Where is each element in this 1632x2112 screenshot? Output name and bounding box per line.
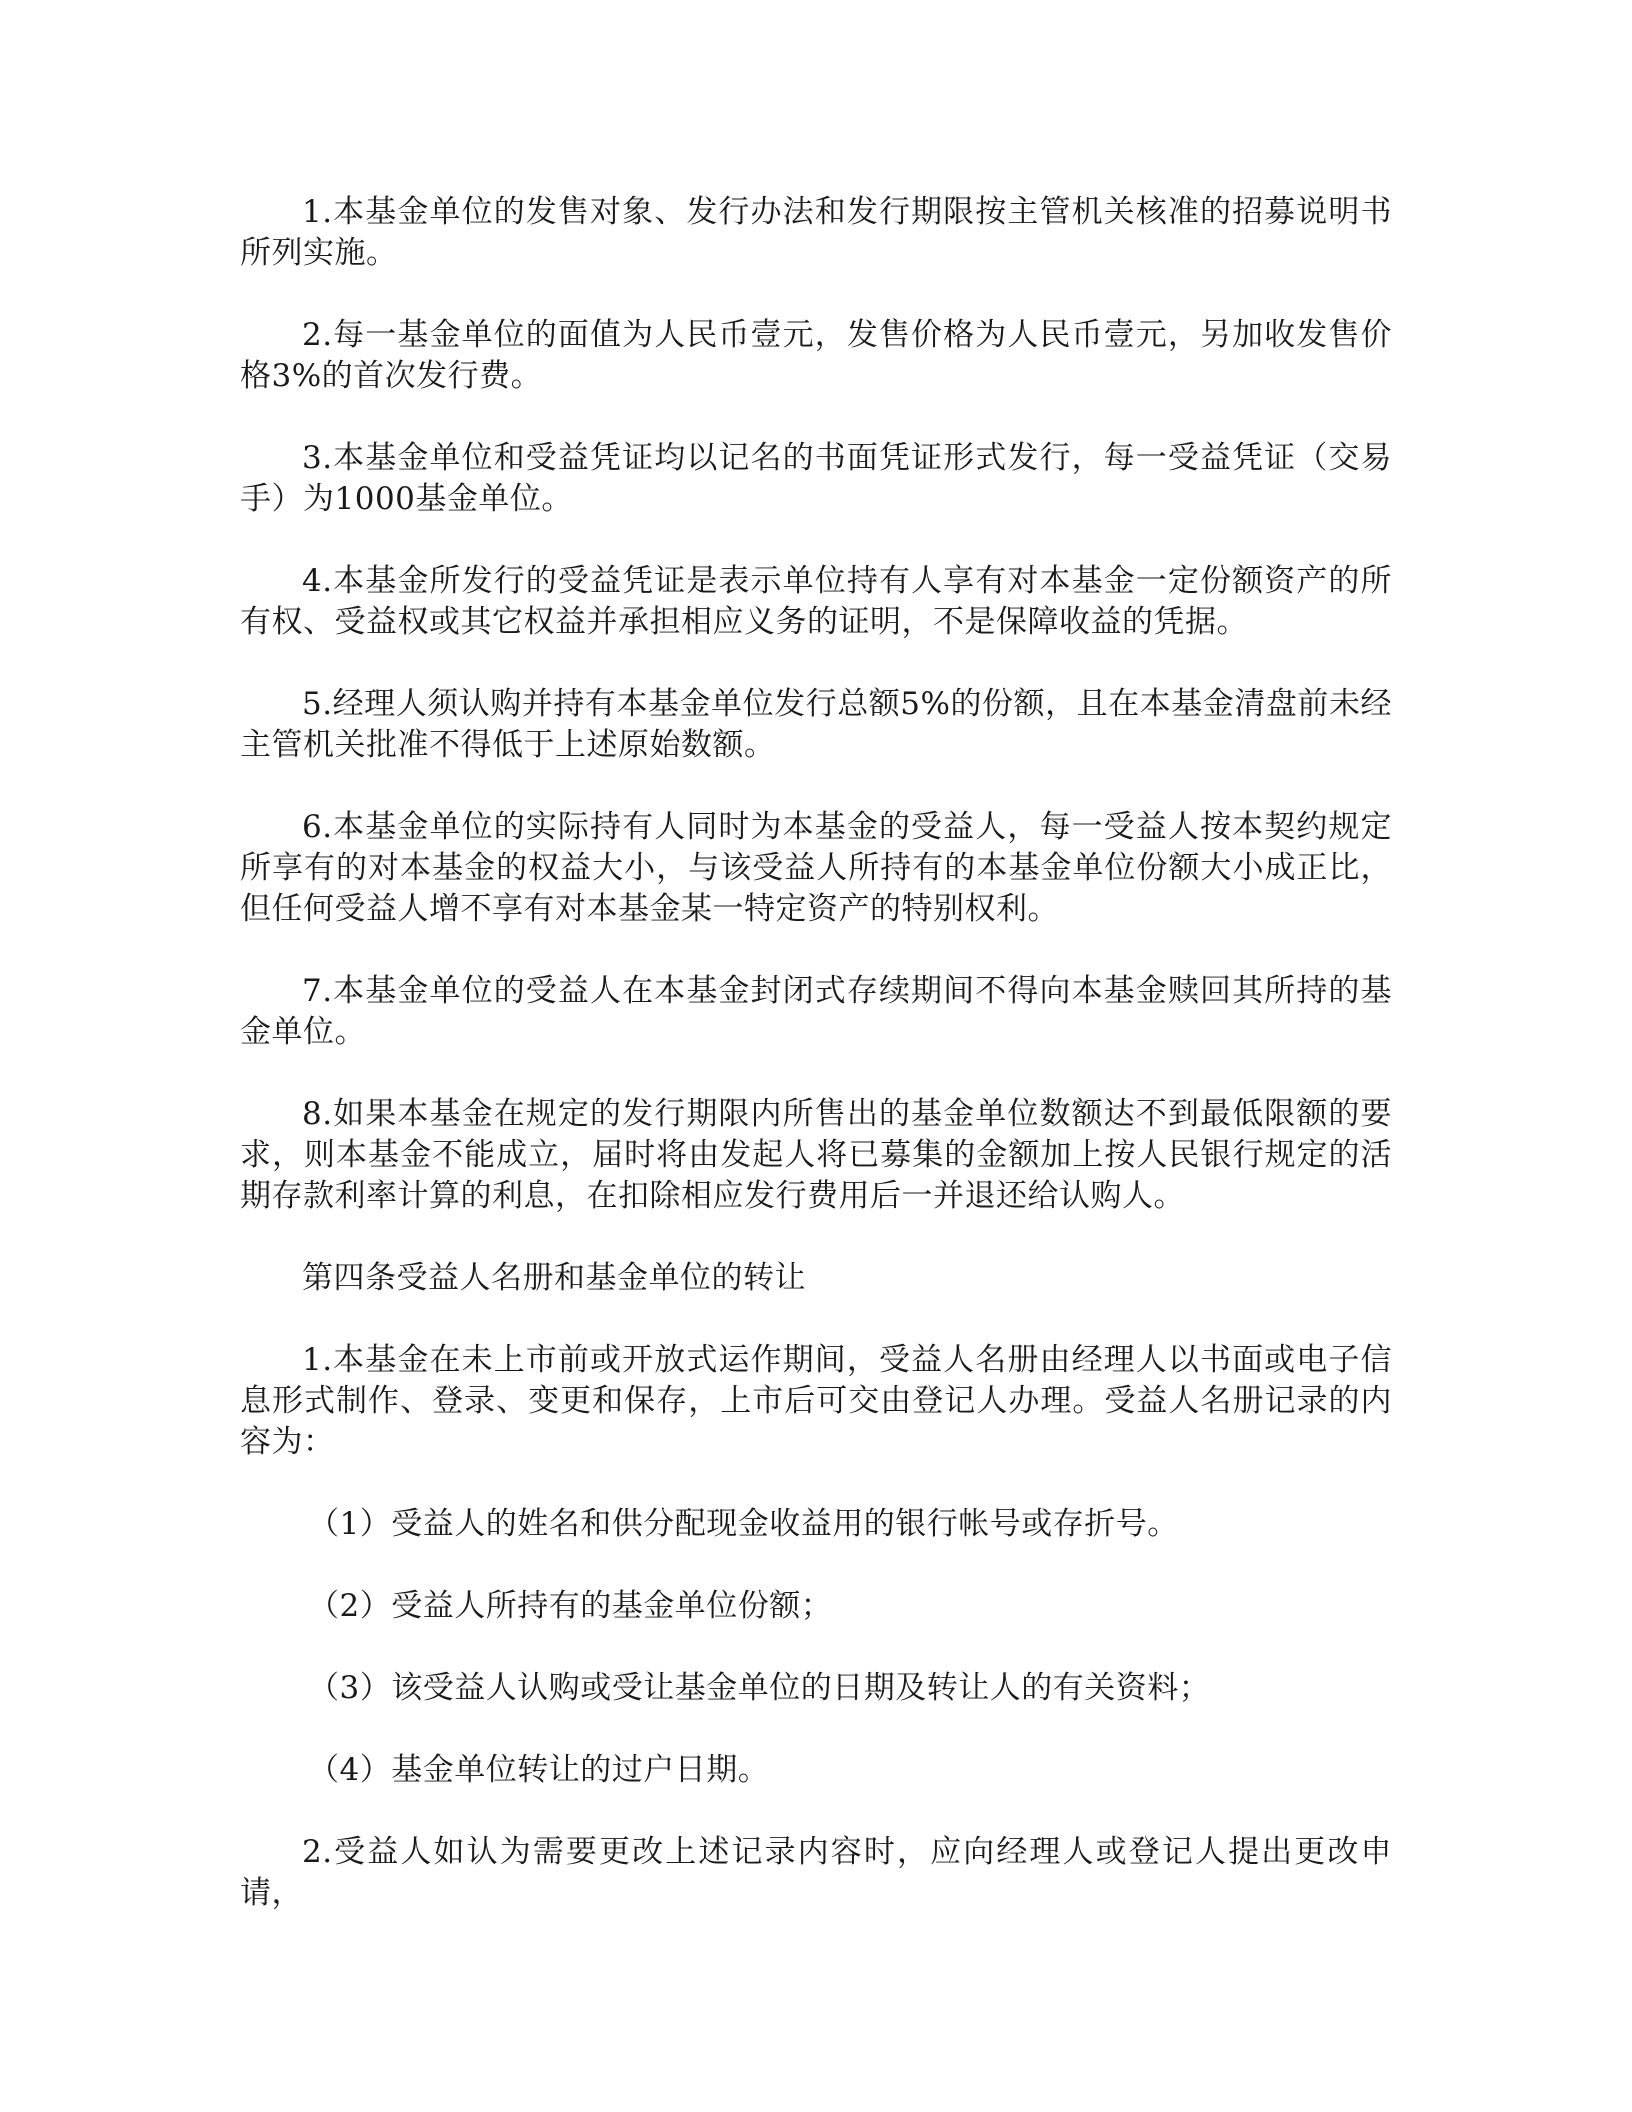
paragraph-5: 5.经理人须认购并持有本基金单位发行总额5%的份额，且在本基金清盘前未经主管机关批准不得低于上述原始数额。 xyxy=(240,686,1392,763)
list-item-4: （4）基金单位转让的过户日期。 xyxy=(308,1752,770,1788)
paragraph-3: 3.本基金单位和受益凭证均以记名的书面凭证形式发行，每一受益凭证（交易手）为1000基金单位。 xyxy=(240,440,1392,517)
paragraph-8: 8.如果本基金在规定的发行期限内所售出的基金单位数额达不到最低限额的要求，则本基金不能成立，届时将由发起人将已募集的金额加上按人民银行规定的活期存款利率计算的利息，在扣除相应发行费用后一并退还给认购人。 xyxy=(240,1096,1392,1214)
paragraph-1: 1.本基金单位的发售对象、发行办法和发行期限按主管机关核准的招募说明书所列实施。 xyxy=(240,194,1392,271)
list-item-3: （3）该受益人认购或受让基金单位的日期及转让人的有关资料； xyxy=(308,1670,1211,1706)
list-item-2: （2）受益人所持有的基金单位份额； xyxy=(308,1588,833,1624)
paragraph-6: 6.本基金单位的实际持有人同时为本基金的受益人，每一受益人按本契约规定所享有的对本基金的权益大小，与该受益人所持有的本基金单位份额大小成正比，但任何受益人增不享有对本基金某一特定资产的特别权利。 xyxy=(240,809,1392,927)
paragraph-2: 2.每一基金单位的面值为人民币壹元，发售价格为人民币壹元，另加收发售价格3%的首次发行费。 xyxy=(240,317,1392,394)
paragraph-7: 7.本基金单位的受益人在本基金封闭式存续期间不得向本基金赎回其所持的基金单位。 xyxy=(240,973,1392,1050)
document-body xyxy=(240,192,1392,1955)
paragraph-4: 4.本基金所发行的受益凭证是表示单位持有人享有对本基金一定份额资产的所有权、受益权或其它权益并承担相应义务的证明，不是保障收益的凭据。 xyxy=(240,563,1392,640)
list-item-1: （1）受益人的姓名和供分配现金收益用的银行帐号或存折号。 xyxy=(308,1506,1179,1542)
section-heading: 第四条受益人名册和基金单位的转让 xyxy=(302,1260,806,1296)
section-paragraph-1: 1.本基金在未上市前或开放式运作期间，受益人名册由经理人以书面或电子信息形式制作、登录、变更和保存，上市后可交由登记人办理。受益人名册记录的内容为： xyxy=(240,1342,1392,1460)
section-paragraph-2: 2.受益人如认为需要更改上述记录内容时，应向经理人或登记人提出更改申请， xyxy=(240,1834,1392,1911)
